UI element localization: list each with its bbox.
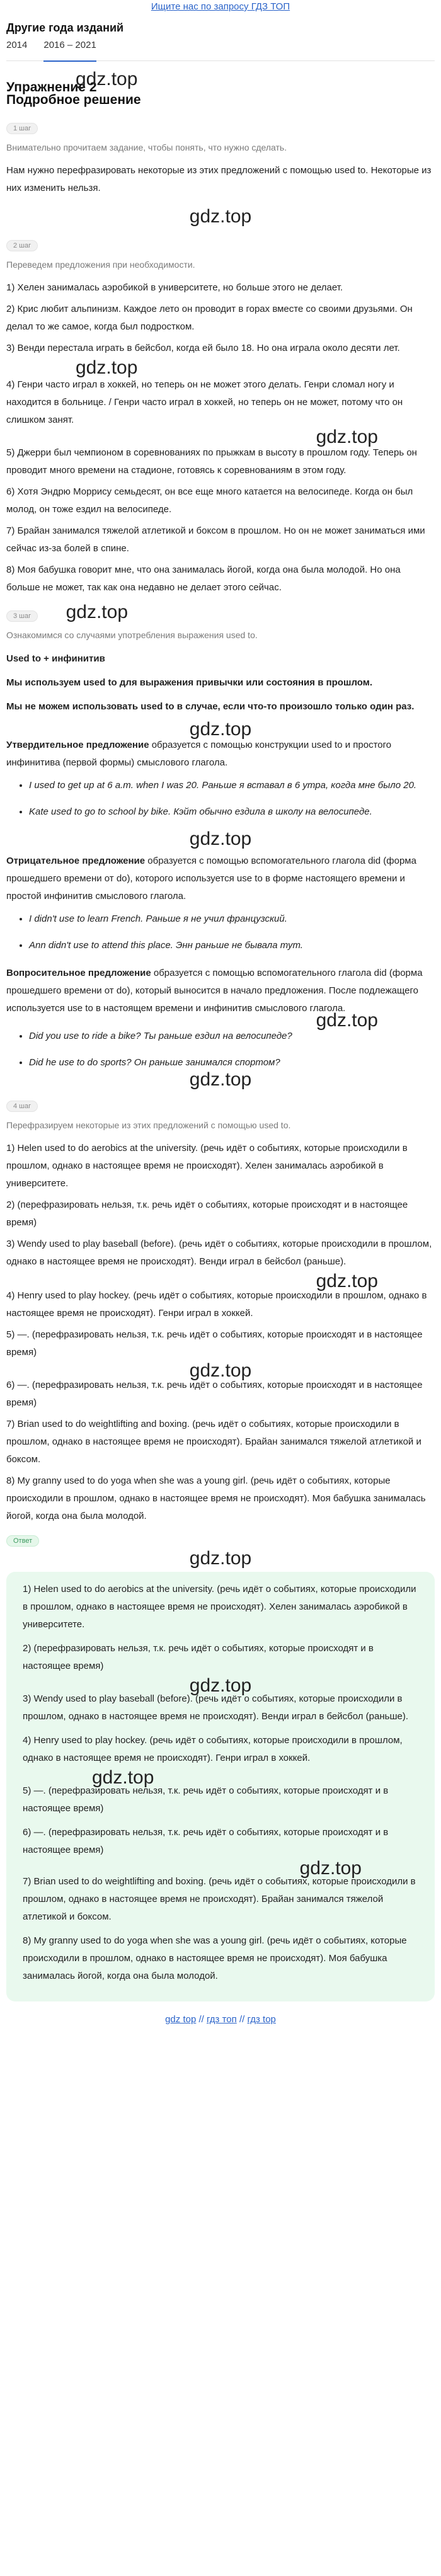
list-item: 7) Brian used to do weightlifting and boxing. (речь идёт о событиях, которые происходили в прошлом, однако в настоящее время не происходят). Брайан занимался тяжелой атлетикой и боксом.	[6, 1419, 421, 1465]
solution-title: Подробное решение	[6, 93, 141, 107]
list-item: 1) Хелен занималась аэробикой в университете, но больше этого не делает.	[6, 282, 343, 293]
list-item: 6) Хотя Эндрю Моррису семьдесят, он все еще много катается на велосипеде. Когда он был молод, он тоже ездил на велосипеде.	[6, 486, 413, 515]
step-note: Переведем предложения при необходимости.	[6, 260, 195, 270]
watermark: gdz.top	[92, 1767, 154, 1788]
step-note: Перефразируем некоторые из этих предложений с помощью used to.	[6, 1120, 291, 1130]
list-item: 6) —. (перефразировать нельзя, т.к. речь идёт о событиях, которые происходят и в настоящее время)	[6, 1380, 423, 1408]
watermark: gdz.top	[316, 426, 378, 447]
example-item: • Kate used to go to school by bike. Кэйт обычно ездила в школу на велосипеде.	[29, 803, 435, 821]
watermark: gdz.top	[189, 1675, 252, 1696]
example-item: • I didn't use to learn French. Раньше я не учил французский.	[29, 910, 435, 928]
rule-term: Вопросительное предложение	[6, 968, 151, 978]
watermark: gdz.top	[189, 1069, 252, 1090]
watermark: gdz.top	[189, 1548, 252, 1569]
footer-link[interactable]: гдз топ	[207, 2014, 237, 2025]
example-item: • I used to get up at 6 a.m. when I was 20. Раньше я вставал в 6 утра, когда мне было 20.	[29, 777, 435, 794]
answer-box	[6, 1572, 435, 2001]
footer-links	[6, 2014, 435, 2025]
list-item: 7) Брайан занимался тяжелой атлетикой и боксом в прошлом. Но он не может заниматься ими сейчас из-за болей в спине.	[6, 525, 425, 554]
page-content	[0, 21, 441, 2025]
watermark: gdz.top	[189, 206, 252, 227]
list-item: 3) Венди перестала играть в бейсбол, когда ей было 18. Но она играла около десяти лет.	[6, 343, 400, 353]
watermark: gdz.top	[299, 1858, 362, 1879]
step-text: Нам нужно перефразировать некоторые из этих предложений с помощью used to. Некоторые из них изменить нельзя.	[6, 165, 432, 193]
list-item: 5) —. (перефразировать нельзя, т.к. речь идёт о событиях, которые происходят и в настоящее время)	[6, 1329, 423, 1358]
rule-term: Утвердительное предложение	[6, 740, 149, 750]
rule-text: Мы не можем использовать used to в случае, если что-то произошло только один раз.	[6, 701, 415, 712]
watermark: gdz.top	[66, 602, 129, 622]
step-badge: 3 шаг	[6, 610, 38, 622]
answer-item: 7) Brian used to do weightlifting and boxing. (речь идёт о событиях, которые происходили в прошлом, однако в настоящее время не происходят). Брайан занимался тяжелой атлетикой и боксом.	[23, 1876, 416, 1922]
watermark: gdz.top	[316, 1271, 378, 1291]
example-item: • Ann didn't use to attend this place. Энн раньше не бывала тут.	[29, 937, 435, 954]
answer-badge: Ответ	[6, 1535, 39, 1547]
list-item: 2) (перефразировать нельзя, т.к. речь идёт о событиях, которые происходят и в настоящее время)	[6, 1199, 408, 1228]
rule-desc: образуется с помощью вспомогательного глагола did (форма прошедшего времени от do), которого используется use to в форме настоящего времени и простой инфинитив смыслового глагола.	[6, 856, 416, 902]
years-tabs	[6, 40, 435, 61]
footer-separator: //	[198, 2014, 204, 2025]
year-tab-2014[interactable]: 2014	[6, 40, 28, 50]
step-badge: 1 шаг	[6, 123, 38, 134]
watermark: gdz.top	[189, 719, 252, 740]
list-item: 3) Wendy used to play baseball (before). (речь идёт о событиях, которые происходили в прошлом, однако в настоящее время не происходят). Венди играл в бейсбол (раньше).	[6, 1239, 432, 1267]
negative-rule	[6, 852, 435, 905]
footer-separator: //	[239, 2014, 245, 2025]
answer-item: 3) Wendy used to play baseball (before). (речь идёт о событиях, которые происходили в прошлом, однако в настоящее время не происходят). Венди играл в бейсбол (раньше).	[23, 1693, 408, 1722]
examples-list	[6, 777, 435, 821]
list-item: 4) Henry used to play hockey. (речь идёт о событиях, которые происходили в прошлом, однако в настоящее время не происходят). Генри играл в хоккей.	[6, 1290, 427, 1319]
other-years-title: Другие года изданий	[6, 21, 124, 34]
footer-link[interactable]: гдз top	[247, 2014, 276, 2025]
examples-list	[6, 1028, 435, 1072]
footer-link[interactable]: gdz top	[165, 2014, 197, 2025]
watermark: gdz.top	[189, 828, 252, 849]
year-tab-2016-2021[interactable]: 2016 – 2021	[43, 40, 96, 62]
list-item: 8) Моя бабушка говорит мне, что она занималась йогой, когда она была молодой. Но она больше не может, так как она недавно не делает этого сейчас.	[6, 564, 401, 593]
watermark: gdz.top	[76, 69, 138, 89]
watermark: gdz.top	[316, 1010, 378, 1031]
search-hint-link[interactable]: Ищите нас по запросу ГДЗ ТОП	[151, 1, 290, 12]
watermark: gdz.top	[189, 1360, 252, 1381]
answer-item: 5) —. (перефразировать нельзя, т.к. речь идёт о событиях, которые происходят и в настоящее время)	[23, 1785, 389, 1814]
list-item: 2) Крис любит альпинизм. Каждое лето он проводит в горах вместе со своими друзьями. Он делал то же самое, когда был подростком.	[6, 304, 413, 332]
step-badge: 2 шаг	[6, 240, 38, 251]
list-item: 8) My granny used to do yoga when she was a young girl. (речь идёт о событиях, которые происходили в прошлом, однако в настоящее время не происходят). Моя бабушка занималась йогой, когда она была молодой.	[6, 1475, 426, 1521]
section-heading: Used to + инфинитив	[6, 653, 105, 664]
answer-item: 4) Henry used to play hockey. (речь идёт о событиях, которые происходили в прошлом, однако в настоящее время не происходят). Генри играл в хоккей.	[23, 1735, 403, 1763]
answer-item: 8) My granny used to do yoga when she was a young girl. (речь идёт о событиях, которые происходили в прошлом, однако в настоящее время не происходят). Моя бабушка занималась йогой, когда она была молодой.	[23, 1935, 407, 1981]
rule-text: Мы используем used to для выражения привычки или состояния в прошлом.	[6, 677, 373, 688]
step-note: Ознакомимся со случаями употребления выражения used to.	[6, 630, 258, 640]
answer-item: 1) Helen used to do aerobics at the university. (речь идёт о событиях, которые происходили в прошлом, однако в настоящее время не происходят). Хелен занималась аэробикой в университете.	[23, 1584, 416, 1630]
example-item: • Did you use to ride a bike? Ты раньше ездил на велосипеде?	[29, 1028, 435, 1045]
watermark: gdz.top	[76, 357, 138, 378]
answer-item: 2) (перефразировать нельзя, т.к. речь идёт о событиях, которые происходят и в настоящее время)	[23, 1643, 374, 1671]
list-item: 5) Джерри был чемпионом в соревнованиях по прыжкам в высоту в прошлом году. Теперь он проводит много времени на стадионе, готовясь к соревнованиям в этом году.	[6, 447, 417, 476]
examples-list	[6, 910, 435, 954]
rule-desc: образуется с помощью конструкции used to и простого инфинитива (первой формы) смыслового глагола.	[6, 740, 392, 768]
step-badge: 4 шаг	[6, 1101, 38, 1112]
affirmative-rule	[6, 736, 435, 772]
rule-term: Отрицательное предложение	[6, 856, 146, 866]
list-item: 4) Генри часто играл в хоккей, но теперь он не может этого делать. Генри сломал ногу и находится в больнице. / Генри часто играл в хоккей, но теперь он не может, потому что он слишком занят.	[6, 379, 403, 425]
step-note: Внимательно прочитаем задание, чтобы понять, что нужно сделать.	[6, 142, 287, 152]
example-item: • Did he use to do sports? Он раньше занимался спортом?	[29, 1054, 435, 1072]
answer-item: 6) —. (перефразировать нельзя, т.к. речь идёт о событиях, которые происходят и в настоящее время)	[23, 1827, 389, 1855]
rule-desc: образуется с помощью вспомогательного глагола did (форма прошедшего времени от do), который выносится в начало предложения. После подлежащего используется use to в настоящем времени и инфинитив смыслового глагола.	[6, 968, 423, 1014]
list-item: 1) Helen used to do aerobics at the university. (речь идёт о событиях, которые происходили в прошлом, однако в настоящее время не происходят). Хелен занималась аэробикой в университете.	[6, 1143, 408, 1189]
exercise-title: Упражнение 2	[6, 80, 97, 94]
